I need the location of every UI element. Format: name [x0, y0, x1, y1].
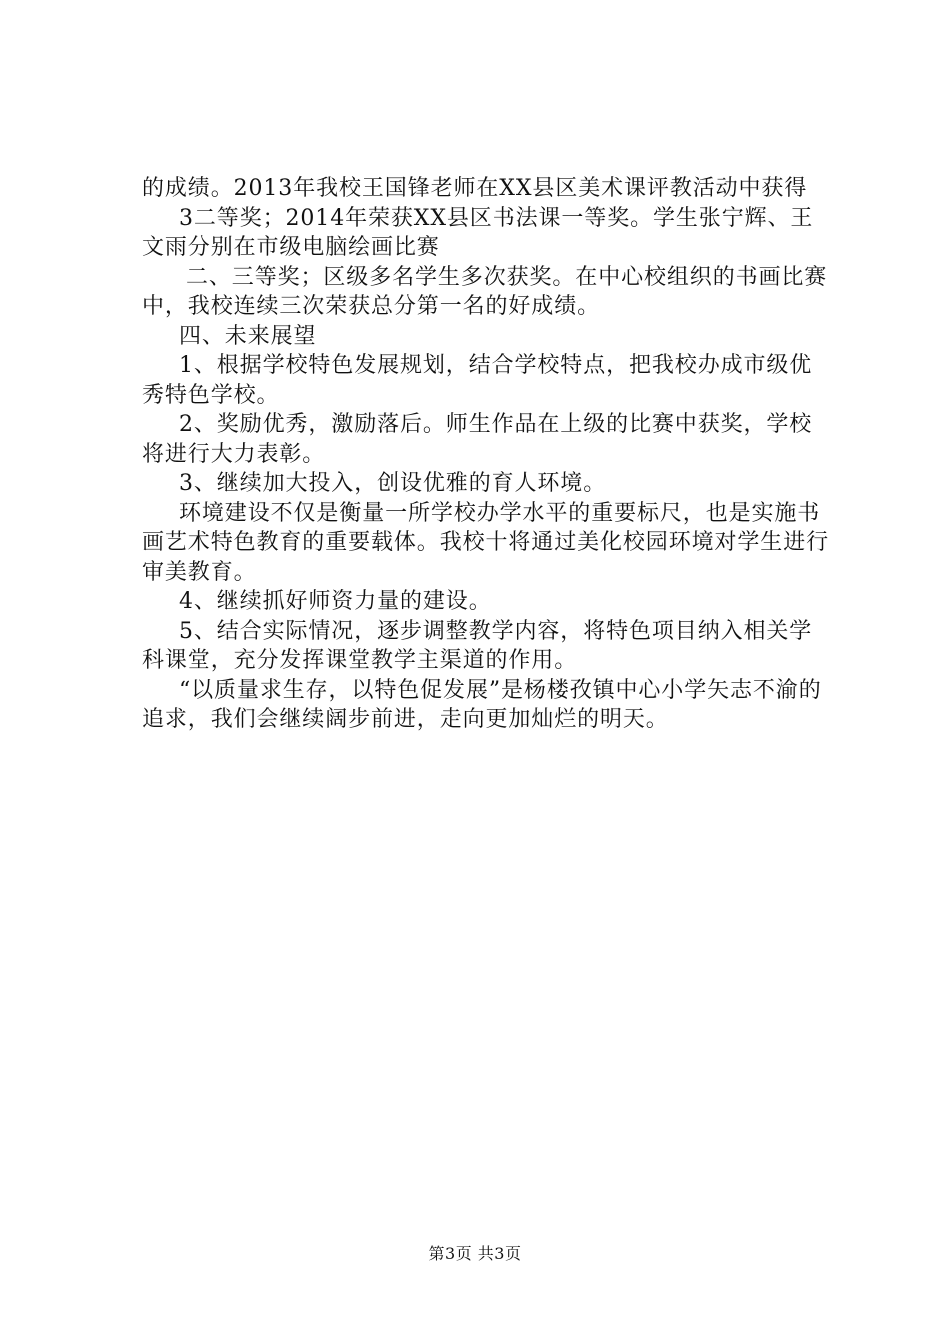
paragraph: 4、继续抓好师资力量的建设。 [179, 589, 492, 614]
paragraph: 2、奖励优秀，激励落后。师生作品在上级的比赛中获奖，学校将进行大力表彰。 [142, 412, 813, 467]
paragraph: 3二等奖；2014年荣获XX县区书法课一等奖。学生张宁辉、王文雨分别在市级电脑绘画比赛 [142, 205, 814, 260]
document-body [142, 174, 832, 735]
paragraph: 二、三等奖；区级多名学生多次获奖。在中心校组织的书画比赛中，我校连续三次荣获总分第一名的好成绩。 [142, 264, 828, 319]
paragraph: “以质量求生存，以特色促发展”是杨楼孜镇中心小学矢志不渝的追求，我们会继续阔步前进，走向更加灿烂的明天。 [142, 677, 822, 732]
paragraph: 3、继续加大投入，创设优雅的育人环境。 [179, 471, 607, 496]
paragraph: 5、结合实际情况，逐步调整教学内容，将特色项目纳入相关学科课堂，充分发挥课堂教学主渠道的作用。 [142, 618, 813, 673]
page-number-footer: 第3页 共3页 [428, 1244, 522, 1263]
paragraph: 的成绩。2013年我校王国锋老师在XX县区美术课评教活动中获得 [142, 176, 808, 201]
paragraph: 环境建设不仅是衡量一所学校办学水平的重要标尺，也是实施书画艺术特色教育的重要载体。我校十将通过美化校园环境对学生进行审美教育。 [142, 500, 830, 585]
section-heading: 四、未来展望 [179, 323, 317, 349]
paragraph: 1、根据学校特色发展规划，结合学校特点，把我校办成市级优秀特色学校。 [142, 353, 813, 408]
